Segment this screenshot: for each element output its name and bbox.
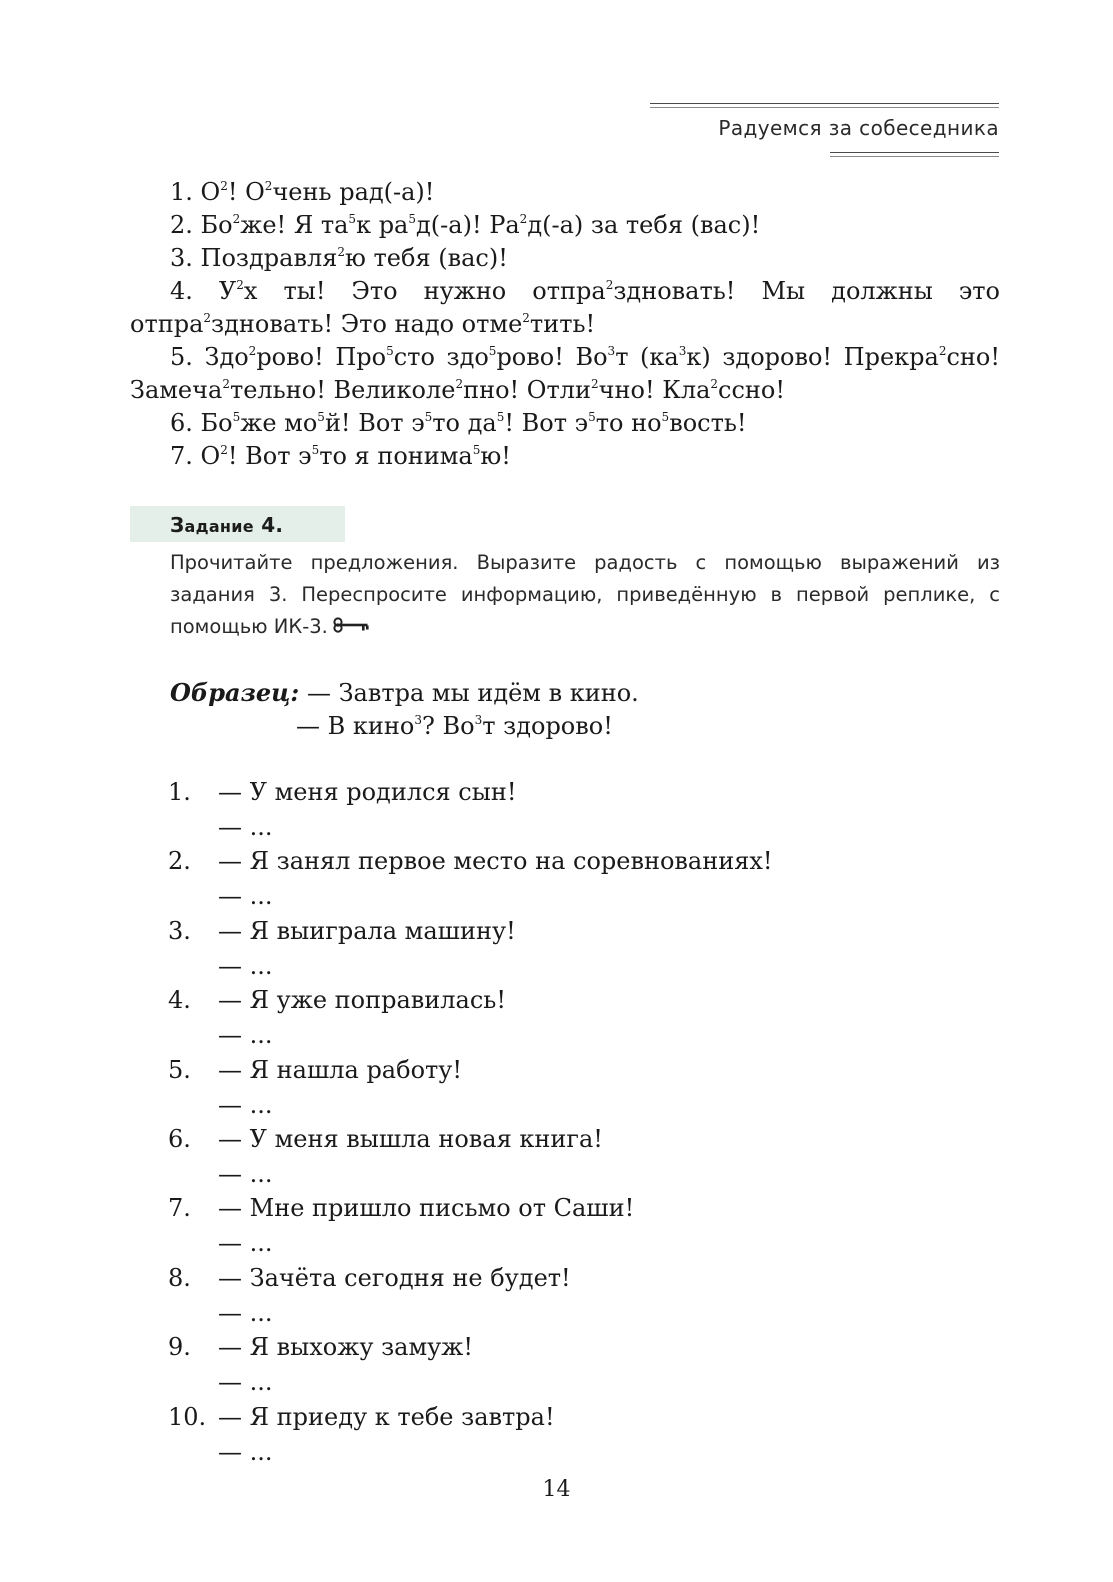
- exercise-line: — Я занял первое место на соревнованиях!: [218, 847, 773, 876]
- intonation-phrases-list: [130, 176, 1000, 473]
- exercise-reply: — ...: [218, 1298, 273, 1327]
- exercise-num: 4.: [168, 986, 191, 1015]
- sample-dialogue: [170, 676, 1000, 743]
- phrase-item: 2. $Бо^2же$! Я $та^5к$ $ра^5д(-а)$! $Ра^2д(-а)$ за тебя (вас)!: [170, 211, 761, 239]
- exercise-reply: — ...: [218, 882, 273, 911]
- exercise-num: 7.: [168, 1194, 191, 1223]
- page-number: 14: [542, 1477, 571, 1502]
- exercise-reply: — ...: [218, 1437, 273, 1466]
- exercise-line: — Я выиграла машину!: [218, 916, 516, 945]
- exercise-num: 6.: [168, 1124, 191, 1153]
- exercise-item: [168, 1331, 998, 1400]
- task-banner: [130, 506, 345, 542]
- exercise-line: — У меня вышла новая книга!: [218, 1124, 603, 1153]
- exercise-line: — У меня родился сын!: [218, 778, 517, 806]
- exercise-reply: — ...: [218, 1368, 273, 1397]
- exercise-line: — Я приеду к тебе завтра!: [218, 1402, 555, 1431]
- header-rule-bottom: [830, 152, 999, 153]
- sample-line-1: [170, 676, 1000, 710]
- exercise-item: [168, 845, 998, 914]
- task-title: Задание 4.: [170, 513, 284, 537]
- phrase-item: 3. Поздравля$^2$ю тебя (вас)!: [170, 244, 508, 272]
- exercise-num: 3.: [168, 916, 191, 945]
- phrase-item: 4. $У^2х$ ты! Это нужно отпра$^2$здновать! Мы должны это отпра$^2$здновать! Это надо отме$^2$тить!: [130, 277, 1001, 338]
- exercise-reply: — ...: [218, 951, 273, 980]
- task-instruction: [170, 547, 1000, 644]
- exercise-line: — Я уже поправилась!: [218, 986, 506, 1015]
- exercise-line: — Мне пришло письмо от Саши!: [218, 1194, 635, 1223]
- exercise-item: [168, 1401, 998, 1470]
- header-rule-top: [650, 103, 999, 104]
- exercise-num: 8.: [168, 1263, 191, 1292]
- exercise-line: — Зачёта сегодня не будет!: [218, 1263, 571, 1292]
- exercise-num: 1.: [168, 778, 191, 806]
- exercise-reply: — ...: [218, 1229, 273, 1258]
- exercise-item: [168, 1123, 998, 1192]
- exercise-line: — Я выхожу замуж!: [218, 1333, 473, 1362]
- exercise-item: [168, 776, 998, 845]
- exercise-item: [168, 1192, 998, 1261]
- sample-line-1-text: — Завтра мы идём в кино.: [306, 679, 639, 707]
- exercise-reply: — ...: [218, 813, 273, 841]
- exercise-item: [168, 915, 998, 984]
- exercise-line: — Я нашла работу!: [218, 1055, 463, 1084]
- exercise-item: [168, 1262, 998, 1331]
- exercise-item: [168, 984, 998, 1053]
- phrase-item: 5. Здо$^2$рово! Про$^5$сто здо$^5$рово! $Во^3т$ $(ка^3к)$ здорово! Прекра$^2$сно! Замеча$^2$тельно! Великоле$^2$пно! Отли$^2$чно! Кла$^2$ссно!: [130, 343, 1000, 404]
- header-rule-bottom-thin: [830, 156, 999, 157]
- sample-line-2: — В кино$^3$? $Во^3т$ здорово!: [296, 712, 613, 740]
- key-icon: [332, 612, 372, 644]
- exercise-num: 5.: [168, 1055, 191, 1084]
- exercise-num: 10.: [168, 1402, 207, 1431]
- running-head: Радуемся за собеседника: [718, 116, 999, 140]
- phrase-item: 7. $О^2$! Вот $э^5то$ я понима$^5$ю!: [170, 442, 511, 470]
- exercise-reply: — ...: [218, 1090, 273, 1119]
- phrase-item: 1. $О^2$! $О^2чень$ рад(-а)!: [170, 178, 435, 206]
- exercise-num: 2.: [168, 847, 191, 876]
- exercise-item: [168, 1054, 998, 1123]
- exercise-reply: — ...: [218, 1159, 273, 1188]
- exercise-list: [168, 776, 998, 1470]
- phrase-item: 6. $Бо^5же$ $мо^5й$! Вот $э^5то$ $да^5$! Вот $э^5то$ $но^5вость$!: [170, 409, 747, 437]
- exercise-reply: — ...: [218, 1021, 273, 1050]
- header-rule-top-thin: [650, 107, 999, 108]
- sample-label: Образец:: [170, 678, 300, 707]
- instruction-text: Прочитайте предложения. Выразите радость с помощью выражений из задания 3. Переспросите информацию, приведённую в первой реплике, с помощью ИК-3.: [170, 551, 1000, 638]
- exercise-num: 9.: [168, 1333, 191, 1362]
